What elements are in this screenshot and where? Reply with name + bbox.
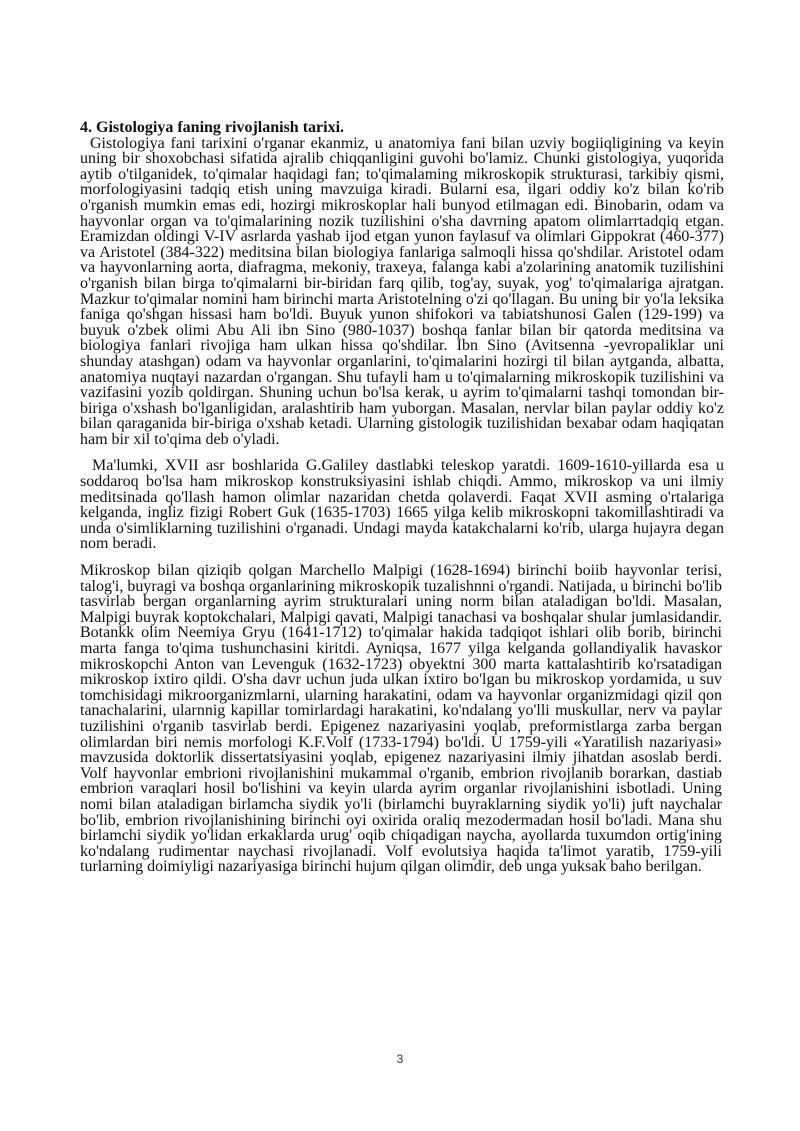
paragraph-microscope-invention: Ma'lumki, XVII asr boshlarida G.Galiley dastlabki teleskop yaratdi. 1609-1610-yillarda esa u soddaroq bo'lsa ham mikroskop konstruksiyasini ishlab chiqdi. Ammo, mikroskop va uni ilmiy meditsinada qo'llash hamon olimlar nazaridan chetda qolaverdi. Faqat XVII asming o'rtalariga kelganda, ingliz fizigi Robert Guk (1635-1703) 1665 yilga kelib mikroskopni takomillashtiradi va unda o'simliklarning tuzilishini o'rganadi. Undagi mayda katakchalarni ko'rib, ularga hujayra degan nom beradi. bbox=[80, 457, 724, 553]
paragraph-history-intro: Gistologiya fani tarixini o'rganar ekanmiz, u anatomiya fani bilan uzviy bogiiqligining va keyin uning bir shoxobchasi sifatida ajralib chiqqanligini guvohi bo'lamiz. Chunki gistologiya, yuqorida aytib o'tilganidek, to'qimalar haqidagi fan; to'qimalaming mikroskopik strukturasi, tarkibiy qismi, morfologiyasini tadqiq etish uning mavzuiga kiradi. Bularni esa, ilgari oddiy ko'z bilan ko'rib o'rganish mumkin emas edi, hozirgi mikroskoplar hali bunyod etilmagan edi. Binobarin, odam va hayvonlar organ va to'qimalarining nozik tuzilishini o'sha davrning apatom olimlarrtadqiq etgan. Eramizdan oldingi V-IV asrlarda yashab ijod etgan yunon faylasuf va olimlari Gippokrat (460-377) va Aristotel (384-322) meditsina bilan biologiya fanlariga salmoqli hissa qo'shdilar. Aristotel odam va hayvonlarning aorta, diafragma, mekoniy, traxeya, falanga kabi a'zolarining anatomik tuzilishini o'rganish bilan birga to'qimalarni bir-biridan farq qilib, tog'ay, suyak, yog' to'qimalariga ajratgan. Mazkur to'qimalar nomini ham birinchi marta Aristotelning o'zi qo'llagan. Bu uning bir yo'la leksika faniga qo'shgan hissasi ham bo'ldi. Buyuk yunon shifokori va tabiatshunosi Galen (129-199) va buyuk o'zbek olimi Abu Ali ibn Sino (980-1037) boshqa fanlar bilan bir qatorda meditsina va biologiya fanlari rivojiga ham ulkan hissa qo'shdilar. Ibn Sino (Avitsenna -yevropaliklar uni shunday atashgan) odam va hayvonlar organlarini, to'qimalarini hozirgi til bilan aytganda, albatta, anatomiya nuqtayi nazardan o'rgangan. Shu tufayli ham u to'qimalarning mikroskopik tuzilishini va vazifasini yozib qoldirgan. Shuning uchun bo'lsa kerak, u ayrim to'qimalarni tashqi tomondan bir-biriga o'xshash bo'lganligidan, aralashtirib ham yuborgan. Masalan, nervlar bilan paylar oddiy ko'z bilan qaraganida bir-biriga o'xshab ketadi. Ularning gistologik tuzilishidan bexabar odam haqiqatan ham bir xil to'qima deb o'yladi. bbox=[80, 134, 724, 448]
page-number: 3 bbox=[396, 1052, 404, 1066]
section-heading: 4. Gistologiya faning rivojlanish tarixi. bbox=[80, 119, 345, 136]
paragraph-early-microscopists: Mikroskop bilan qiziqib qolgan Marchello Malpigi (1628-1694) birinchi boiib hayvonlar terisi, talog'i, buyragi va boshqa organlarining mikroskopik tuzalishnni o'rgandi. Natijada, u birinchi bo'lib tasvirlab bergan organlarning ayrim strukturalari uning norm bilan ataladigan bo'ldi. Masalan, Malpigi buyrak koptokchalari, Malpigi qavati, Malpigi tanachasi va boshqalar shular jumlasidandir. Botankk olim Neemiya Gryu (1641-1712) to'qimalar hakida tadqiqot ishlari olib borib, birinchi marta fanga to'qima tushunchasini kiritdi. Ayniqsa, 1677 yilga kelganda gollandiyalik havaskor mikroskopchi Anton van Levenguk (1632-1723) obyektni 300 marta kattalashtirib ko'rsatadigan mikroskop ixtiro qildi. O'sha davr uchun juda ulkan ixtiro bo'lgan bu mikroskop yordamida, u suv tomchisidagi mikroorganizmlarni, ularning harakatini, odam va hayvonlar organizmidagi qizil qon tanachalarini, ularnnig kapillar tomirlardagi harakatini, ko'ndalang yo'lli muskullar, nerv va paylar tuzilishini o'rganib tasvirlab berdi. Epigenez nazariyasini yoqlab, preformistlarga zarba bergan olimlardan biri nemis morfologi K.F.Volf (1733-1794) bo'ldi. U 1759-yili «Yaratilish nazariyasi» mavzusida doktorlik dissertatsiyasini yoqlab, epigenez nazariyasini ilmiy jihatdan asoslab berdi. Volf hayvonlar embrioni rivojlanishini mukammal o'rganib, embrion rivojlanib borarkan, dastiab embrion varaqlari hosil bo'lishini va keyin ularda ayrim organlar rivojlanishini isbotladi. Uning nomi bilan ataladigan birlamcha siydik yo'li (birlamchi buyraklarning siydik yo'li) juft naychalar bo'lib, embrion rivojlanishining birinchi oyi oxirida oraliq mezodermadan hosil bo'ladi. Mana shu birlamchi siydik yo'lidan erkaklarda urug' oqib chiqadigan naycha, ayollarda tuxumdon ortig'ining ko'ndalang rudimentar naychasi rivojlanadi. Volf evolutsiya haqida ta'limot yaratib, 1759-yili turlarning doimiyligi nazariyasiga birinchi hujum qilgan olimdir, deb unga yuksak baho berilgan. bbox=[80, 562, 722, 876]
document-page bbox=[80, 120, 724, 875]
